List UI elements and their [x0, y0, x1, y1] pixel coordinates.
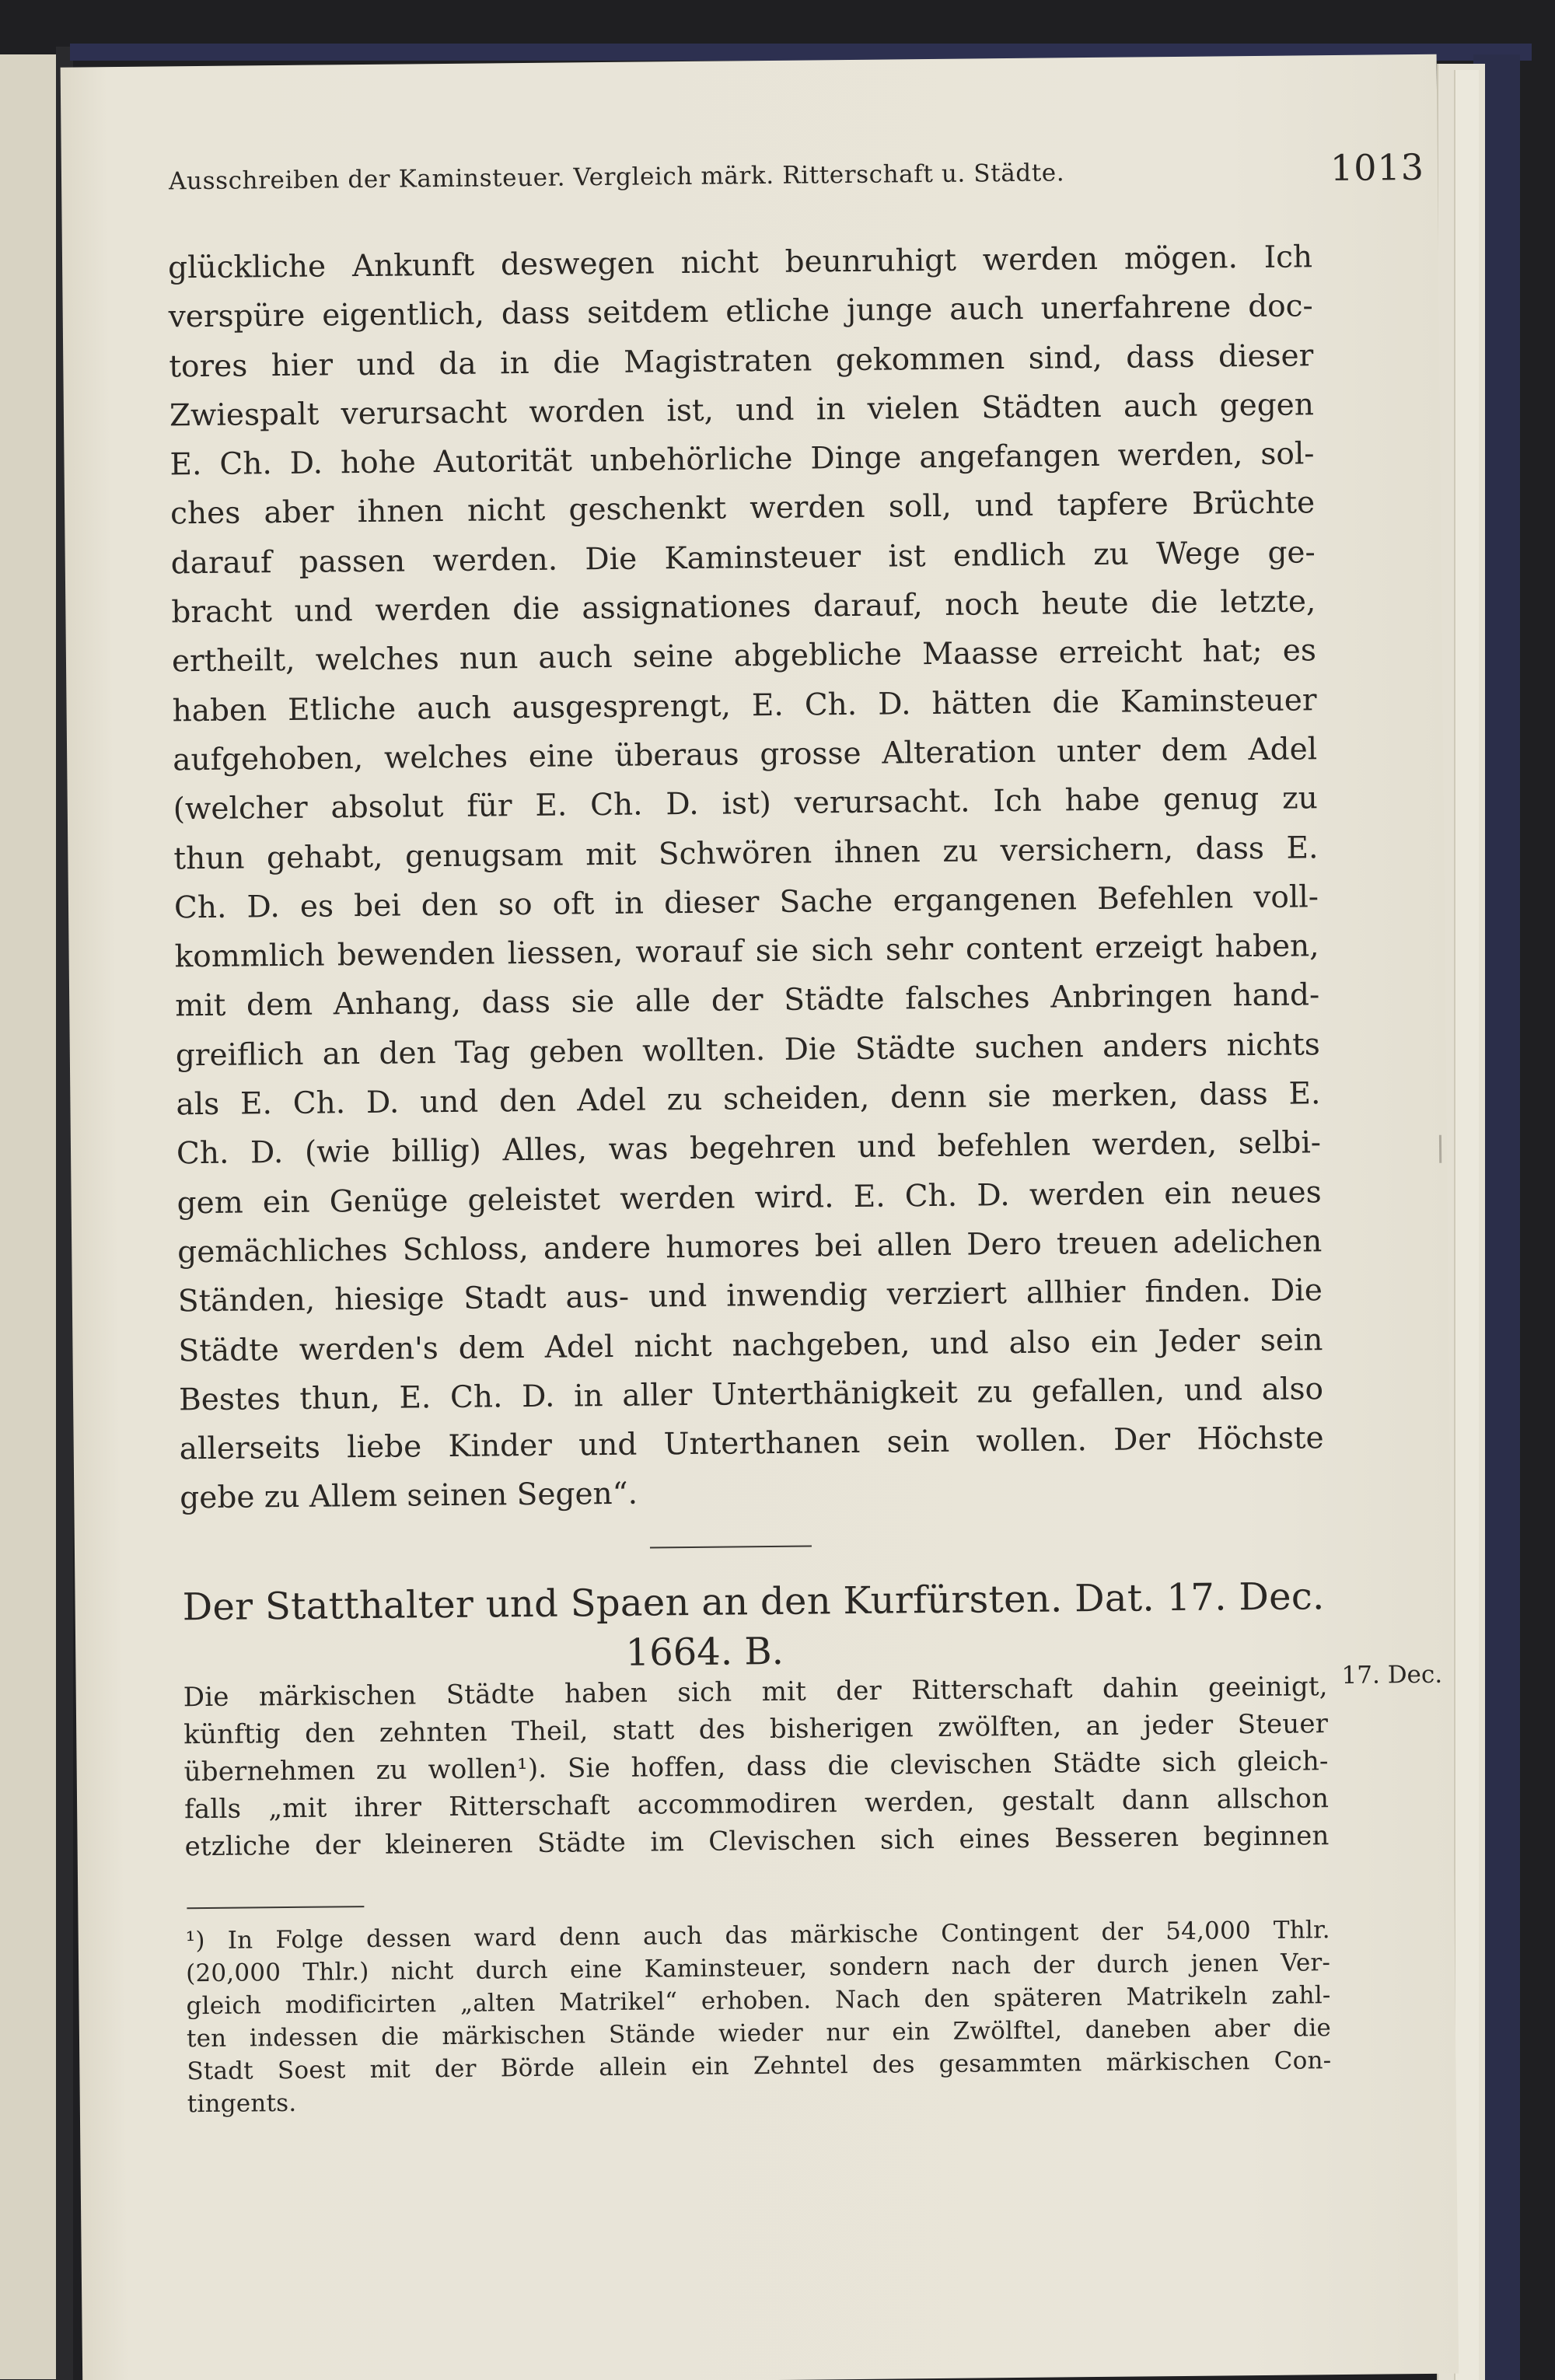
- summary-line: falls „mit ihrer Ritterschaft accommodiren werden, gestalt dann allschon: [183, 1783, 1330, 1826]
- section-heading: [182, 1571, 1327, 1682]
- body-line: haben Etliche auch ausgesprengt, E. Ch. D. hätten die Kaminsteuer: [172, 682, 1317, 729]
- body-line: darauf passen werden. Die Kaminsteuer ist endlich zu Wege ge-: [170, 535, 1316, 582]
- margin-date-note: 17. Dec.: [1341, 1660, 1443, 1690]
- body-line: (welcher absolut für E. Ch. D. ist) verursacht. Ich habe genug zu: [173, 781, 1318, 827]
- body-line: bracht und werden die assignationes darauf, noch heute die letzte,: [171, 584, 1316, 631]
- page-stack-edge-inner: [1454, 70, 1479, 2380]
- footnote-line: tingents.: [187, 2088, 297, 2119]
- footnote-line: gleich modificirten „alten Matrikel“ erhoben. Nach den späteren Matrikeln zahl-: [186, 1981, 1331, 2021]
- footnote-line: ¹) In Folge dessen ward denn auch das märkische Contingent der 54,000 Thlr.: [185, 1916, 1330, 1955]
- body-line: tores hier und da in die Magistraten gekommen sind, dass dieser: [169, 337, 1314, 384]
- summary-line: künftig den zehnten Theil, statt des bisherigen zwölften, an jeder Steuer: [183, 1708, 1329, 1751]
- body-line: mit dem Anhang, dass sie alle der Städte falsches Anbringen hand-: [175, 977, 1320, 1024]
- body-line: Ständen, hiesige Stadt aus- und inwendig verziert allhier finden. Die: [177, 1273, 1323, 1319]
- body-line: Bestes thun, E. Ch. D. in aller Unterthänigkeit zu gefallen, und also: [178, 1372, 1324, 1418]
- body-line: verspüre eigentlich, dass seitdem etliche junge auch unerfahrene doc-: [168, 288, 1313, 335]
- footnote-line: (20,000 Thlr.) nicht durch eine Kaminsteuer, sondern nach der durch jenen Ver-: [186, 1948, 1331, 1988]
- body-line: ches aber ihnen nicht geschenkt werden soll, und tapfere Brüchte: [169, 485, 1316, 532]
- body-line: Zwiespalt verursacht worden ist, und in vielen Städten auch gegen: [169, 387, 1315, 434]
- footnote: [186, 1913, 1332, 2120]
- body-line: gemächliches Schloss, andere humores bei allen Dero treuen adelichen: [177, 1224, 1323, 1270]
- summary-line: Die märkischen Städte haben sich mit der Ritterschaft dahin geeinigt,: [183, 1671, 1328, 1714]
- summary-line: übernehmen zu wollen¹). Sie hoffen, dass die clevischen Städte sich gleich-: [183, 1746, 1329, 1788]
- footnote-divider: [187, 1906, 364, 1909]
- book-page: [61, 54, 1459, 2380]
- body-line: als E. Ch. D. und den Adel zu scheiden, denn sie merken, dass E.: [176, 1076, 1321, 1123]
- body-line: ertheilt, welches nun auch seine abgebliche Maasse erreicht hat; es: [171, 633, 1317, 680]
- body-line: Ch. D. es bei den so oft in dieser Sache ergangenen Befehlen voll-: [173, 879, 1319, 926]
- body-line: Städte werden's dem Adel nicht nachgeben, und also ein Jeder sein: [178, 1322, 1323, 1368]
- body-line: aufgehoben, welches eine überaus grosse Alteration unter dem Adel: [172, 732, 1318, 778]
- running-header: Ausschreiben der Kaminsteuer. Vergleich märk. Ritterschaft u. Städte.: [168, 159, 1065, 196]
- section-heading-line: Der Statthalter und Spaen an den Kurfürsten. Dat. 17. Dec.: [182, 1574, 1325, 1630]
- body-line: Ch. D. (wie billig) Alles, was begehren und befehlen werden, selbi-: [176, 1125, 1322, 1172]
- section-summary: [183, 1668, 1330, 1865]
- body-line: greiflich an den Tag geben wollten. Die Städte suchen anders nichts: [175, 1026, 1320, 1074]
- body-line: gebe zu Allem seinen Segen“.: [180, 1477, 638, 1516]
- body-line: glückliche Ankunft deswegen nicht beunruhigt werden mögen. Ich: [167, 239, 1313, 286]
- left-page-edge: [0, 54, 56, 2379]
- section-heading-date: 1664. B.: [625, 1629, 784, 1675]
- paper-blemish: [1439, 1135, 1441, 1163]
- letter-body: [168, 232, 1325, 1523]
- body-line: thun gehabt, genugsam mit Schwören ihnen zu versichern, dass E.: [173, 830, 1319, 876]
- body-line: allerseits liebe Kinder und Unterthanen sein wollen. Der Höchste: [179, 1421, 1324, 1467]
- body-line: gem ein Genüge geleistet werden wird. E. Ch. D. werden ein neues: [176, 1174, 1322, 1221]
- body-line: kommlich bewenden liessen, worauf sie sich sehr content erzeigt haben,: [174, 928, 1319, 975]
- body-line: E. Ch. D. hohe Autorität unbehörliche Dinge angefangen werden, sol-: [169, 436, 1315, 483]
- section-divider: [650, 1546, 812, 1549]
- page-number: 1013: [1330, 145, 1425, 190]
- footnote-line: Stadt Soest mit der Börde allein ein Zehntel des gesammten märkischen Con-: [187, 2046, 1332, 2086]
- summary-line: etzliche der kleineren Städte im Clevischen sich eines Besseren beginnen: [184, 1820, 1330, 1863]
- footnote-line: ten indessen die märkischen Stände wieder nur ein Zwölftel, daneben aber die: [186, 2014, 1332, 2053]
